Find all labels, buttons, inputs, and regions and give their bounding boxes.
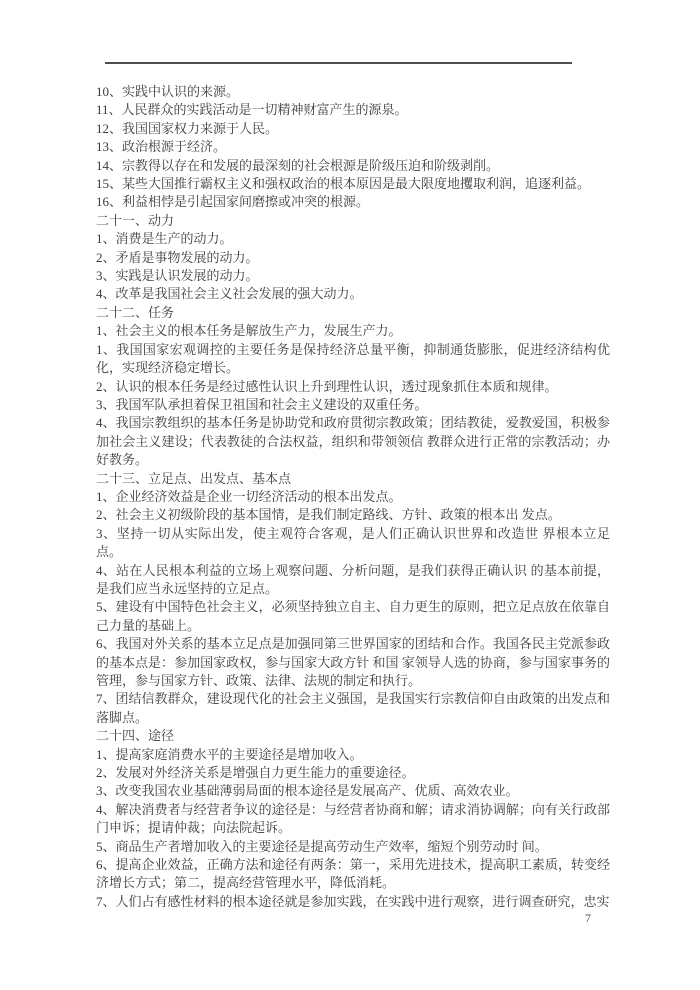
list-item: 7、团结信教群众，建设现代化的社会主义强国，是我国实行宗教信仰自由政策的出发点和落脚点。	[96, 691, 610, 725]
document-body	[96, 83, 610, 911]
list-item: 1、消费是生产的动力。	[96, 231, 233, 247]
list-item: 3、实践是认识发展的动力。	[96, 268, 259, 284]
list-item: 1、社会主义的根本任务是解放生产力，发展生产力。	[96, 323, 402, 339]
list-item: 10、实践中认识的来源。	[96, 84, 240, 99]
list-item: 6、提高企业效益，正确方法和途径有两条：第一，采用先进技术，提高职工素质，转变经济增长方式；第二，提高经营管理水平，降低消耗。	[96, 857, 610, 891]
list-item: 1、提高家庭消费水平的主要途径是增加收入。	[96, 746, 363, 762]
page-number: 7	[585, 911, 591, 925]
list-item: 2、社会主义初级阶段的基本国情，是我们制定路线、方针、政策的根本出 发点。	[96, 507, 561, 523]
list-item: 4、站在人民根本利益的立场上观察问题、分析问题，是我们获得正确认识 的基本前提，是我们应当永远坚持的立足点。	[96, 562, 610, 596]
list-item: 4、改革是我国社会主义社会发展的强大动力。	[96, 286, 363, 302]
header-rule	[105, 62, 572, 64]
list-item: 16、利益相悖是引起国家间磨擦或冲突的根源。	[96, 194, 370, 210]
list-item: 4、解决消费者与经营者争议的途径是：与经营者协商和解；请求消协调解；向有关行政部门申诉；提请仲裁；向法院起诉。	[96, 801, 610, 836]
section-heading: 二十四、途径	[96, 728, 175, 744]
list-item: 3、我国军队承担着保卫祖国和社会主义建设的双重任务。	[96, 396, 428, 412]
section-heading: 二十三、立足点、出发点、基本点	[96, 470, 292, 486]
list-item: 14、宗教得以存在和发展的最深刻的社会根源是阶级压迫和阶级剥削。	[96, 157, 500, 173]
list-item: 13、政治根源于经济。	[96, 139, 227, 155]
list-item: 7、人们占有感性材料的根本途径就是参加实践，在实践中进行观察，进行调查研究，忠实	[96, 893, 610, 909]
list-item: 2、发展对外经济关系是增强自力更生能力的重要途径。	[96, 765, 415, 781]
list-item: 1、我国国家宏观调控的主要任务是保持经济总量平衡，抑制通货膨胀，促进经济结构优化，实现经济稳定增长。	[96, 341, 610, 376]
list-item: 12、我国国家权力来源于人民。	[96, 120, 279, 136]
list-item: 6、我国对外关系的基本立足点是加强同第三世界国家的团结和合作。我国各民主党派参政的基本点是：参加国家政权，参与国家大政方针 和国 家领导人选的协商，参与国家事务的管理，参与国家方针、政策、法律、法规的制定和执行。	[96, 636, 610, 688]
list-item: 2、矛盾是事物发展的动力。	[96, 249, 259, 265]
list-item: 3、改变我国农业基础薄弱局面的根本途径是发展高产、优质、高效农业。	[96, 783, 519, 799]
list-item: 15、某些大国推行霸权主义和强权政治的根本原因是最大限度地攫取利润，追逐利益。	[96, 176, 591, 192]
section-heading: 二十二、任务	[96, 304, 175, 320]
list-item: 5、建设有中国特色社会主义，必须坚持独立自主、自力更生的原则，把立足点放在依靠自己力量的基础上。	[96, 599, 610, 633]
list-item: 1、企业经济效益是企业一切经济活动的根本出发点。	[96, 488, 402, 504]
list-item: 11、人民群众的实践活动是一切精神财富产生的源泉。	[96, 102, 408, 118]
list-item: 4、我国宗教组织的基本任务是协助党和政府贯彻宗教政策；团结教徒，爱教爱国，积极参加社会主义建设；代表教徒的合法权益，组织和带领领信 教群众进行正常的宗教活动；办好教务。	[96, 415, 610, 468]
section-heading: 二十一、动力	[96, 212, 175, 228]
list-item: 3、坚持一切从实际出发，使主观符合客观，是人们正确认识世界和改造世 界根本立足点。	[96, 525, 610, 560]
list-item: 2、认识的根本任务是经过感性认识上升到理性认识，透过现象抓住本质和规律。	[96, 378, 558, 394]
list-item: 5、商品生产者增加收入的主要途径是提高劳动生产效率，缩短个别劳动时 间。	[96, 838, 548, 854]
